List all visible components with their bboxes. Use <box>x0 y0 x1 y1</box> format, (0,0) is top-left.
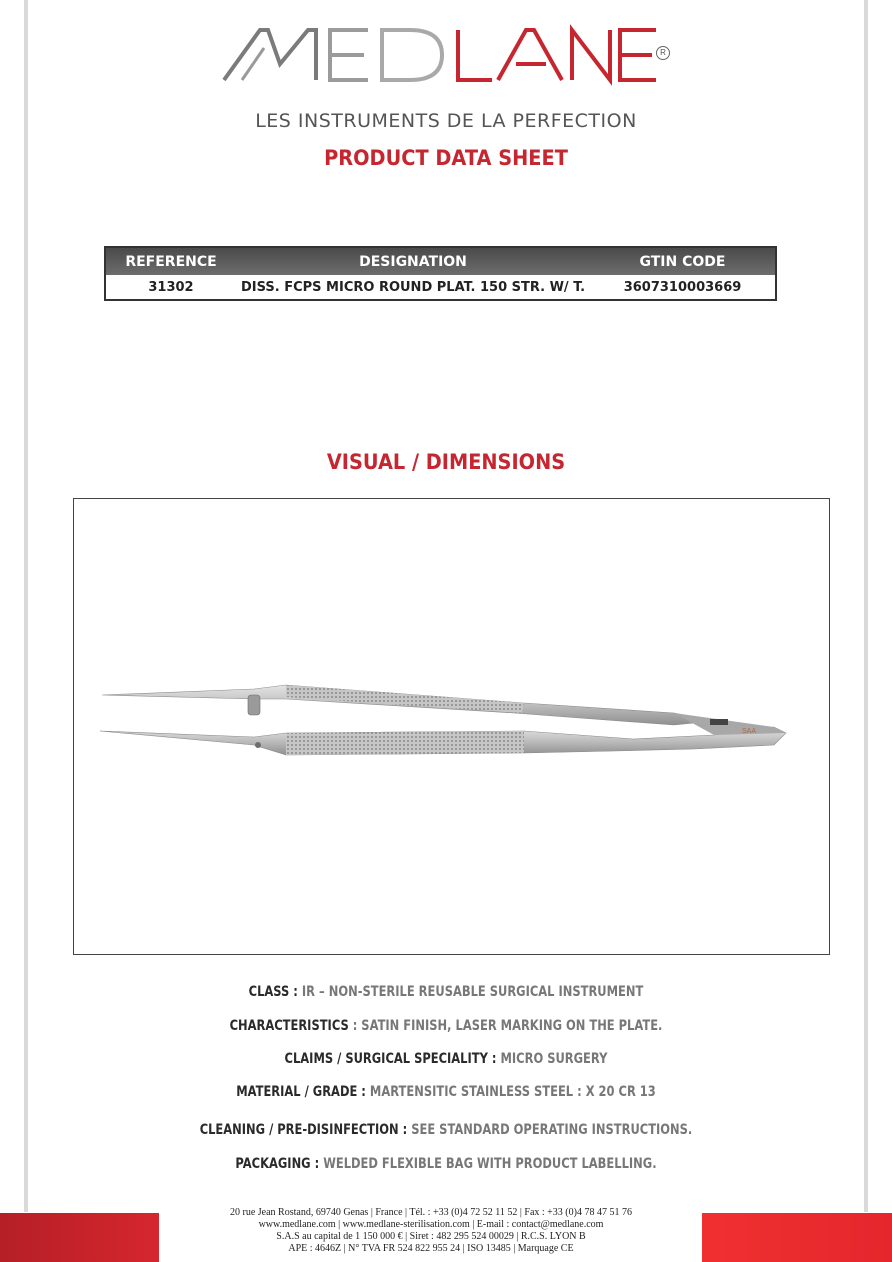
spec-class <box>80 984 811 1000</box>
medlane-logo <box>0 20 892 132</box>
forceps-image <box>74 499 828 953</box>
marking-text: SAA <box>742 728 757 735</box>
product-data-sheet-title: PRODUCT DATA SHEET <box>324 146 568 170</box>
spec-label: MATERIAL / GRADE : <box>236 1084 366 1100</box>
cell-designation: DISS. FCPS MICRO ROUND PLAT. 150 STR. W/ T. <box>236 275 590 300</box>
brand-tagline: LES INSTRUMENTS DE LA PERFECTION <box>255 110 637 132</box>
product-image-frame <box>73 498 830 955</box>
left-border-line <box>24 0 28 1212</box>
medlane-wordmark <box>220 24 660 88</box>
spec-value: SEE STANDARD OPERATING INSTRUCTIONS. <box>407 1122 693 1138</box>
spec-material <box>80 1084 811 1100</box>
cell-gtin: 3607310003669 <box>590 275 776 300</box>
visual-dimensions-title: VISUAL / DIMENSIONS <box>326 450 566 474</box>
spec-label: PACKAGING : <box>235 1156 320 1172</box>
table-header-row <box>105 247 776 275</box>
spec-characteristics <box>80 1018 811 1034</box>
reference-table <box>104 246 777 301</box>
header-reference: REFERENCE <box>105 247 236 275</box>
table-row <box>105 275 776 300</box>
spec-value: MICRO SURGERY <box>496 1051 608 1067</box>
registered-icon: R <box>656 46 670 60</box>
spec-label: CHARACTERISTICS <box>229 1018 349 1034</box>
footer-address: 20 rue Jean Rostand, 69740 Genas | France | Tél. : +33 (0)4 72 52 11 52 | Fax : +33 (0)4 78 47 51 76 <box>230 1207 632 1218</box>
spec-value: MARTENSITIC STAINLESS STEEL : X 20 CR 13 <box>365 1084 656 1100</box>
footer-legal: S.A.S au capital de 1 150 000 € | Siret : 482 295 524 00029 | R.C.S. LYON B <box>276 1231 586 1242</box>
spec-claims <box>80 1051 811 1067</box>
footer-registration: APE : 4646Z | N° TVA FR 524 822 955 24 | ISO 13485 | Marquage CE <box>288 1243 574 1254</box>
spec-value: WELDED FLEXIBLE BAG WITH PRODUCT LABELLING. <box>319 1156 657 1172</box>
right-border-line <box>864 0 868 1212</box>
spec-label: CLASS : <box>248 984 298 1000</box>
footer-web: www.medlane.com | www.medlane-sterilisation.com | E-mail : contact@medlane.com <box>258 1219 604 1230</box>
spec-packaging <box>80 1156 811 1172</box>
spec-label: CLAIMS / SURGICAL SPECIALITY : <box>284 1051 497 1067</box>
spec-value: : SATIN FINISH, LASER MARKING ON THE PLATE. <box>348 1018 663 1034</box>
footer-red-bar-left <box>0 1213 159 1262</box>
spec-value: IR – NON-STERILE REUSABLE SURGICAL INSTRUMENT <box>297 984 644 1000</box>
footer-red-bar-right <box>702 1213 892 1262</box>
spec-label: CLEANING / PRE-DISINFECTION : <box>199 1122 408 1138</box>
header-gtin: GTIN CODE <box>590 247 776 275</box>
spec-cleaning <box>80 1122 811 1138</box>
cell-reference: 31302 <box>105 275 236 300</box>
header-designation: DESIGNATION <box>236 247 590 275</box>
company-footer <box>170 1207 692 1255</box>
